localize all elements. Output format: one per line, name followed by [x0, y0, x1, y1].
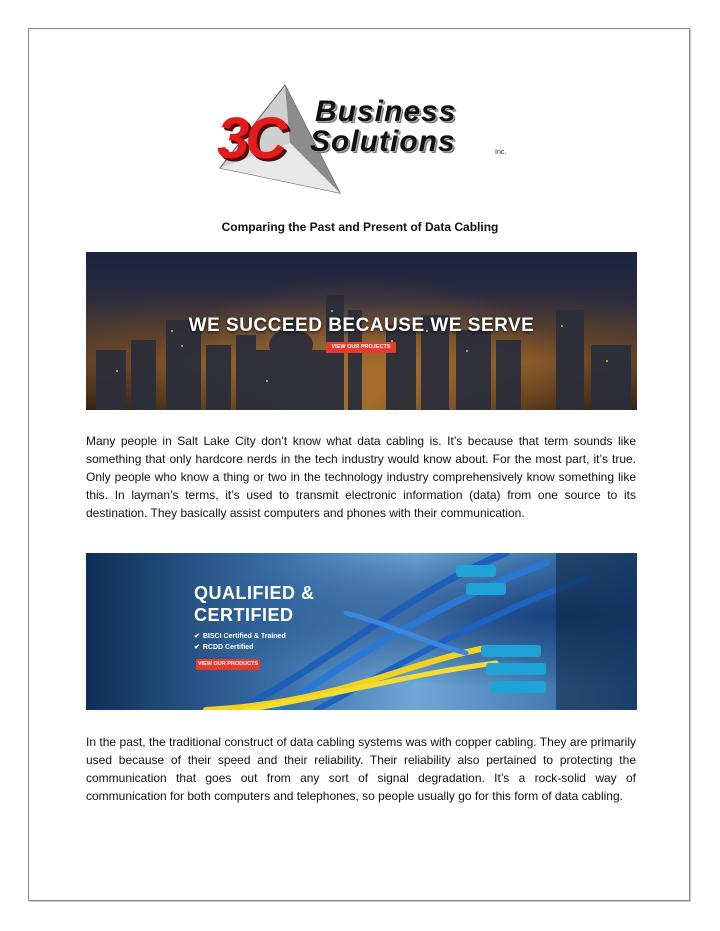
cables-banner-image [86, 553, 637, 710]
logo-word-solutions: Solutions [310, 125, 456, 158]
logo-word-business: Business [315, 95, 457, 128]
city-banner-image [86, 252, 637, 410]
certification-item [194, 632, 286, 640]
network-cables-graphic [86, 553, 637, 710]
paragraph-intro: Many people in Salt Lake City don’t know what data cabling is. It’s because that term sounds like something that only hardcore nerds in the tech industry would know about. For the most part, it’s true. Only people who know a thing or two in the technology industry comprehensively know something like this. In layman’s terms, it’s used to transmit electronic information (data) from one source to its destination. They basically assist computers and phones with their communication. [86, 434, 636, 520]
banner-headline: WE SUCCEED BECAUSE WE SERVE [188, 315, 535, 336]
checkmark-icon: ✔ [194, 644, 200, 651]
logo-mark: 3C [217, 106, 284, 171]
certification-item [194, 643, 253, 651]
paragraph-past: In the past, the traditional construct of data cabling systems was with copper cabling. They are primarily used because of their speed and their reliability. Their reliability also pertained to protecting the communication that goes out from any sort of signal degradation. It’s a rock-solid way of communication for both computers and telephones, so people usually go for this form of data cabling. [86, 735, 636, 803]
view-projects-button[interactable]: VIEW OUR PROJECTS [326, 342, 396, 353]
company-logo [215, 83, 510, 198]
checkmark-icon: ✔ [194, 633, 200, 640]
view-products-button[interactable]: VIEW OUR PRODUCTS [196, 659, 260, 670]
certification-label: RCDD Certified [202, 644, 254, 651]
certification-label: BISCI Certified & Trained [202, 633, 286, 640]
logo-suffix: Inc. [495, 149, 507, 156]
qualified-heading: QUALIFIED & [194, 583, 315, 603]
document-title: Comparing the Past and Present of Data Cabling [221, 220, 499, 234]
certified-heading: CERTIFIED [194, 605, 294, 625]
